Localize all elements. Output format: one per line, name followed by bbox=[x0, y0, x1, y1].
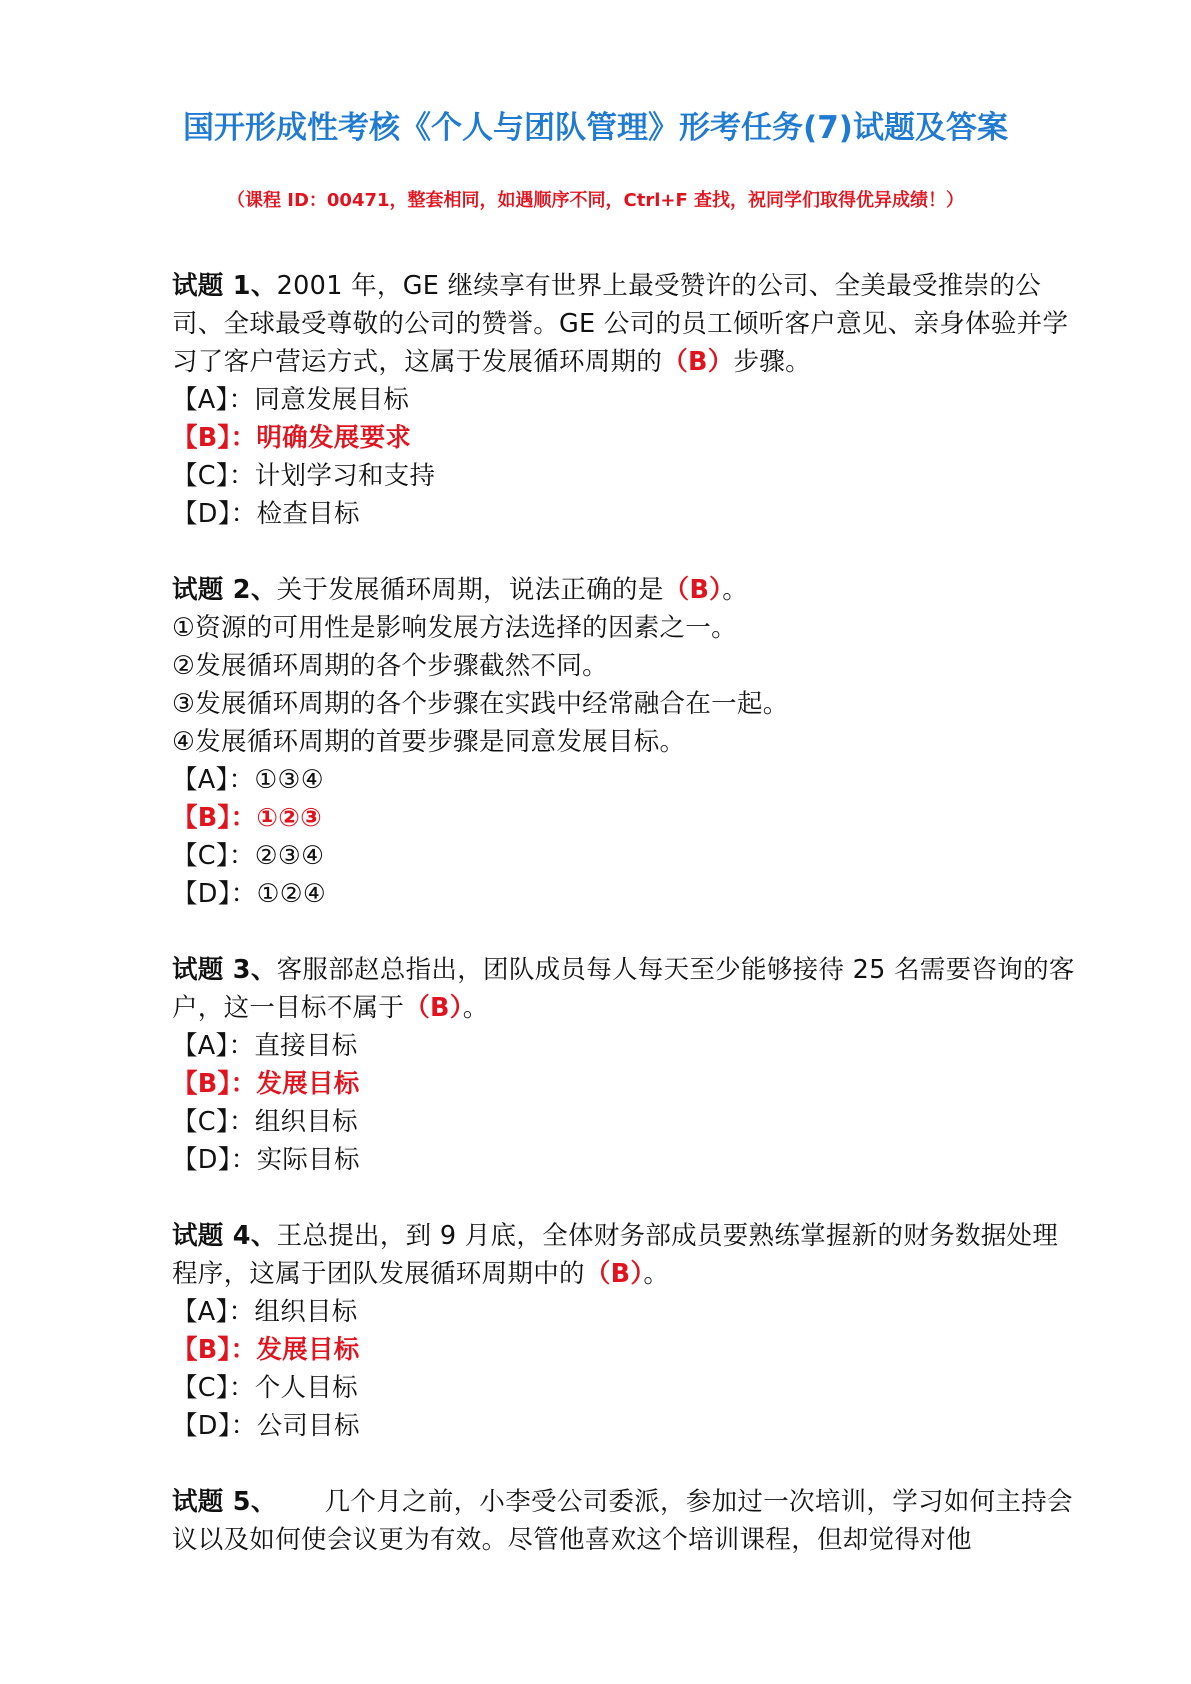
document-subtitle: （课程 ID：00471，整套相同，如遇顺序不同，Ctrl+F 查找，祝同学们取得优异成绩！） bbox=[226, 190, 965, 211]
statement-1: ①资源的可用性是影响发展方法选择的因素之一。 bbox=[172, 613, 737, 643]
document-title: 国开形成性考核《个人与团队管理》形考任务(7)试题及答案 bbox=[183, 110, 1008, 146]
option-c: 【C】：组织目标 bbox=[172, 1107, 358, 1137]
question-text-after: 。 bbox=[722, 575, 749, 605]
option-d: 【D】：公司目标 bbox=[172, 1411, 360, 1441]
option-c: 【C】：②③④ bbox=[172, 841, 325, 871]
question-answer: （B） bbox=[663, 575, 723, 605]
question-answer: （B） bbox=[404, 993, 463, 1023]
option-a: 【A】：同意发展目标 bbox=[172, 385, 410, 415]
question-text-after: 。 bbox=[643, 1259, 670, 1289]
question-text: 关于发展循环周期，说法正确的是 bbox=[276, 575, 664, 605]
question-label: 试题 5、 bbox=[172, 1487, 277, 1517]
question-stem bbox=[172, 571, 1076, 609]
option-b-correct: 【B】：明确发展要求 bbox=[172, 423, 412, 453]
option-c: 【C】：计划学习和支持 bbox=[172, 461, 436, 491]
question-text: 客服部赵总指出，团队成员每人每天至少能够接待 25 名需要咨询的客户，这一目标不属于 bbox=[172, 955, 1075, 1023]
option-a: 【A】：组织目标 bbox=[172, 1297, 358, 1327]
question-3 bbox=[172, 951, 1076, 1179]
option-d: 【D】：实际目标 bbox=[172, 1145, 360, 1175]
question-text-after: 。 bbox=[462, 993, 489, 1023]
question-label: 试题 2、 bbox=[172, 575, 277, 605]
option-b-correct: 【B】：发展目标 bbox=[172, 1335, 360, 1365]
question-label: 试题 3、 bbox=[172, 955, 277, 985]
question-list bbox=[172, 267, 1076, 1597]
question-answer: （B） bbox=[584, 1259, 644, 1289]
question-text: 几个月之前，小李受公司委派，参加过一次培训，学习如何主持会议以及如何使会议更为有效。尽管他喜欢这个培训课程，但却觉得对他 bbox=[172, 1487, 1073, 1555]
question-stem bbox=[172, 1483, 1076, 1559]
question-text: 2001 年，GE 继续享有世界上最受赞许的公司、全美最受推崇的公司、全球最受尊敬的公司的赞誉。GE 公司的员工倾听客户意见、亲身体验并学习了客户营运方式，这属于发展循环周期的 bbox=[172, 271, 1069, 377]
option-b-correct: 【B】：①②③ bbox=[172, 803, 323, 833]
question-stem bbox=[172, 267, 1076, 381]
question-2 bbox=[172, 571, 1076, 913]
question-5 bbox=[172, 1483, 1076, 1559]
question-label: 试题 1、 bbox=[172, 271, 277, 301]
question-text: 王总提出，到 9 月底，全体财务部成员要熟练掌握新的财务数据处理程序，这属于团队发展循环周期中的 bbox=[172, 1221, 1059, 1289]
question-stem bbox=[172, 1217, 1076, 1293]
option-a: 【A】：①③④ bbox=[172, 765, 324, 795]
option-c: 【C】：个人目标 bbox=[172, 1373, 358, 1403]
question-4 bbox=[172, 1217, 1076, 1445]
question-stem bbox=[172, 951, 1076, 1027]
question-label: 试题 4、 bbox=[172, 1221, 277, 1251]
option-a: 【A】：直接目标 bbox=[172, 1031, 358, 1061]
question-answer: （B） bbox=[662, 347, 734, 377]
statement-4: ④发展循环周期的首要步骤是同意发展目标。 bbox=[172, 727, 686, 757]
statement-3: ③发展循环周期的各个步骤在实践中经常融合在一起。 bbox=[172, 689, 789, 719]
option-d: 【D】：检查目标 bbox=[172, 499, 360, 529]
option-b-correct: 【B】：发展目标 bbox=[172, 1069, 360, 1099]
question-text-after: 步骤。 bbox=[733, 347, 811, 377]
option-d: 【D】：①②④ bbox=[172, 879, 327, 909]
statement-2: ②发展循环周期的各个步骤截然不同。 bbox=[172, 651, 608, 681]
question-1 bbox=[172, 267, 1076, 533]
